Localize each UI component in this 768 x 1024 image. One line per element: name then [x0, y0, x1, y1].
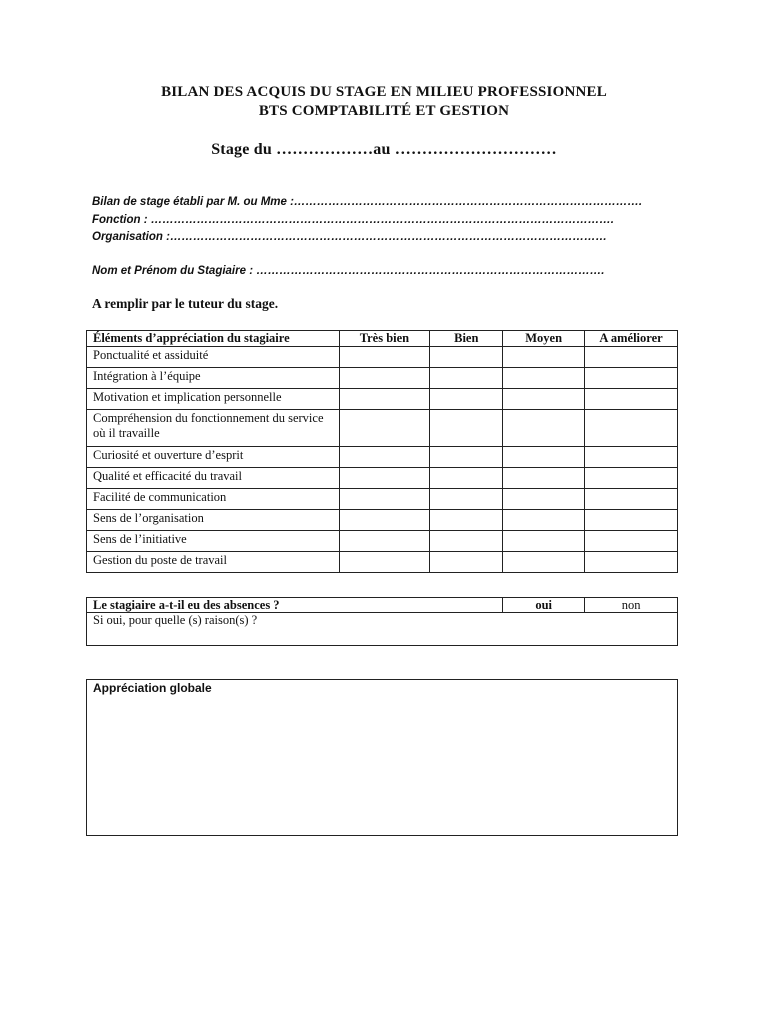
column-header: Bien [430, 331, 503, 347]
criterion-label: Curiosité et ouverture d’esprit [87, 447, 340, 468]
rating-cell[interactable] [503, 552, 585, 573]
rating-cell[interactable] [503, 389, 585, 410]
rating-cell[interactable] [339, 510, 430, 531]
rating-cell[interactable] [430, 389, 503, 410]
column-header: A améliorer [585, 331, 678, 347]
rating-cell[interactable] [503, 489, 585, 510]
table-row [87, 389, 678, 410]
criterion-label: Qualité et efficacité du travail [87, 468, 340, 489]
absence-reason-row [87, 613, 678, 646]
tutor-name-field: Bilan de stage établi par M. ou Mme :………………………………………………………………………………. [92, 196, 643, 208]
table-row [87, 552, 678, 573]
table-row [87, 447, 678, 468]
rating-cell[interactable] [503, 447, 585, 468]
rating-cell[interactable] [430, 468, 503, 489]
rating-cell[interactable] [503, 347, 585, 368]
column-header: Très bien [339, 331, 430, 347]
rating-cell[interactable] [430, 368, 503, 389]
criterion-label: Motivation et implication personnelle [87, 389, 340, 410]
rating-cell[interactable] [585, 489, 678, 510]
table-row [87, 468, 678, 489]
rating-cell[interactable] [339, 410, 430, 447]
rating-cell[interactable] [430, 552, 503, 573]
global-appreciation-label: Appréciation globale [93, 681, 212, 695]
table-header-row [87, 331, 678, 347]
table-row [87, 410, 678, 447]
criterion-label: Sens de l’organisation [87, 510, 340, 531]
rating-cell[interactable] [503, 368, 585, 389]
rating-cell[interactable] [339, 368, 430, 389]
column-header: Éléments d’appréciation du stagiaire [87, 331, 340, 347]
document-title: BILAN DES ACQUIS DU STAGE EN MILIEU PROFESSIONNEL [161, 84, 607, 100]
rating-cell[interactable] [585, 468, 678, 489]
global-appreciation-box[interactable] [86, 679, 678, 836]
criterion-label: Sens de l’initiative [87, 531, 340, 552]
criterion-label: Intégration à l’équipe [87, 368, 340, 389]
rating-cell[interactable] [339, 531, 430, 552]
organisation-field: Organisation :…………………………………………………………………………………………………… [92, 231, 607, 243]
rating-cell[interactable] [339, 347, 430, 368]
table-row [87, 489, 678, 510]
intern-name-field: Nom et Prénom du Stagiaire : ………………………………………………………………………………. [92, 265, 605, 277]
criterion-label: Gestion du poste de travail [87, 552, 340, 573]
rating-cell[interactable] [339, 389, 430, 410]
criterion-label: Ponctualité et assiduité [87, 347, 340, 368]
rating-cell[interactable] [339, 489, 430, 510]
rating-cell[interactable] [339, 552, 430, 573]
rating-cell[interactable] [430, 489, 503, 510]
table-row [87, 368, 678, 389]
rating-cell[interactable] [585, 368, 678, 389]
rating-cell[interactable] [430, 347, 503, 368]
criterion-label: Compréhension du fonctionnement du service où il travaille [87, 410, 340, 447]
table-row [87, 531, 678, 552]
rating-cell[interactable] [503, 531, 585, 552]
yes-option[interactable]: oui [503, 598, 585, 613]
rating-cell[interactable] [503, 410, 585, 447]
document-subtitle: BTS COMPTABILITÉ ET GESTION [258, 103, 510, 119]
rating-cell[interactable] [430, 447, 503, 468]
rating-cell[interactable] [585, 347, 678, 368]
rating-cell[interactable] [503, 510, 585, 531]
criterion-label: Facilité de communication [87, 489, 340, 510]
rating-cell[interactable] [585, 552, 678, 573]
rating-cell[interactable] [585, 447, 678, 468]
rating-cell[interactable] [585, 510, 678, 531]
absence-question: Le stagiaire a-t-il eu des absences ? [87, 598, 503, 613]
absence-table [86, 597, 678, 646]
no-option[interactable]: non [585, 598, 678, 613]
rating-cell[interactable] [430, 510, 503, 531]
rating-cell[interactable] [585, 389, 678, 410]
evaluation-table [86, 330, 678, 573]
stage-dates-line: Stage du ………………au ………………………… [211, 141, 557, 158]
table-row [87, 347, 678, 368]
column-header: Moyen [503, 331, 585, 347]
rating-cell[interactable] [430, 410, 503, 447]
function-field: Fonction : …………………………………………………………………………………………………………. [92, 214, 614, 226]
absence-question-row [87, 598, 678, 613]
rating-cell[interactable] [339, 468, 430, 489]
rating-cell[interactable] [585, 410, 678, 447]
rating-cell[interactable] [339, 447, 430, 468]
absence-reason-field[interactable]: Si oui, pour quelle (s) raison(s) ? [87, 613, 678, 646]
fill-instruction: A remplir par le tuteur du stage. [92, 296, 279, 311]
rating-cell[interactable] [585, 531, 678, 552]
table-row [87, 510, 678, 531]
rating-cell[interactable] [430, 531, 503, 552]
rating-cell[interactable] [503, 468, 585, 489]
